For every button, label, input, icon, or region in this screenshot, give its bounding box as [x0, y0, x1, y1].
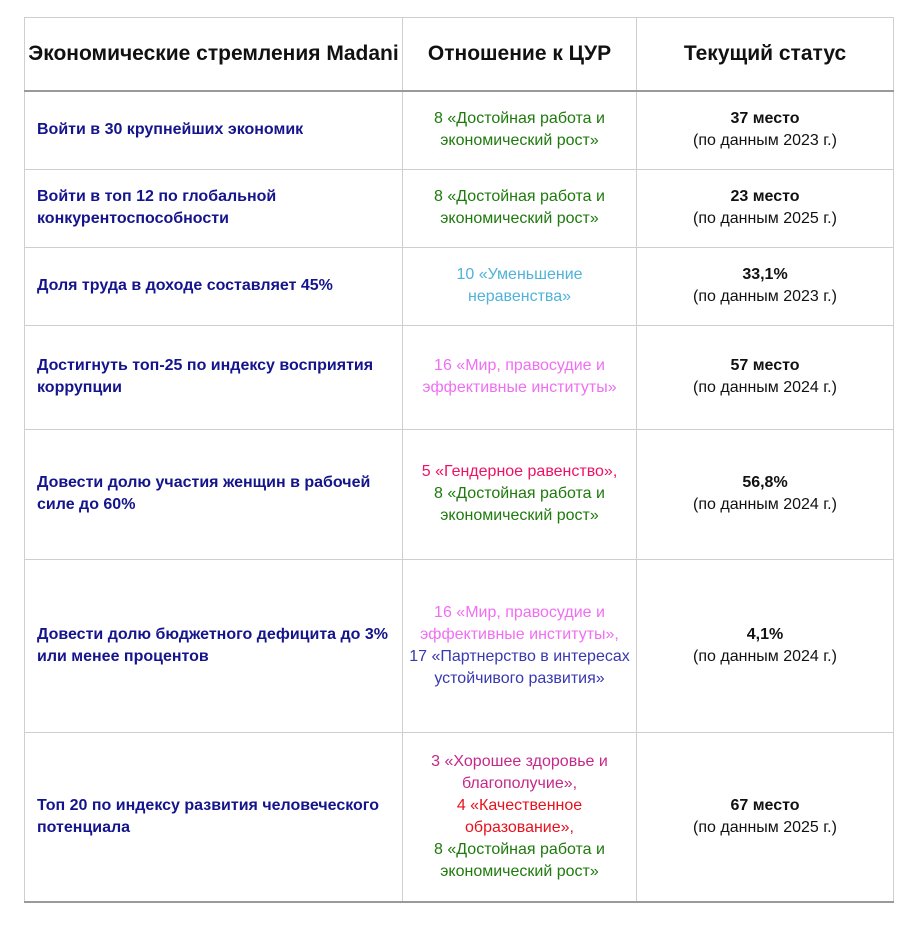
- table-row: [25, 169, 894, 247]
- sdg-cell: [403, 169, 637, 247]
- status-value: 33,1%: [742, 266, 788, 283]
- header-aspirations: Экономические стремления Madani: [25, 18, 403, 92]
- status-note: (по данным 2023 г.): [693, 288, 837, 305]
- status-value: 4,1%: [746, 625, 784, 643]
- goal-cell: Довести долю бюджетного дефицита до 3% или менее процентов: [25, 559, 403, 732]
- table-row: [25, 559, 894, 732]
- goal-cell: Достигнуть топ-25 по индексу восприятия коррупции: [25, 325, 403, 429]
- status-cell: [637, 732, 894, 902]
- sdg-goal-text: 4 «Качественное образование»,: [456, 796, 583, 836]
- sdg-cell: [403, 559, 637, 732]
- goal-cell: Топ 20 по индексу развития человеческого потенциала: [25, 732, 403, 902]
- table-row: [25, 732, 894, 902]
- table-row: [25, 429, 894, 559]
- status-value: 56,8%: [742, 474, 788, 491]
- goal-cell: Доля труда в доходе составляет 45%: [25, 247, 403, 325]
- status-value: 57 место: [730, 357, 800, 374]
- status-value: 37 место: [730, 110, 800, 128]
- sdg-goal-text: 8 «Достойная работа и экономический рост»: [434, 485, 605, 524]
- status-note: (по данным 2025 г.): [693, 818, 837, 836]
- table-row: [25, 247, 894, 325]
- status-cell: [637, 559, 894, 732]
- status-cell: [637, 325, 894, 429]
- sdg-goal-text: 17 «Партнерство в интересах устойчивого развития»: [409, 647, 630, 687]
- madani-goals-table: [24, 17, 894, 903]
- table-row: [25, 325, 894, 429]
- status-cell: [637, 247, 894, 325]
- header-current-status: Текущий статус: [637, 18, 894, 92]
- status-value: 23 место: [730, 188, 800, 205]
- header-row: [25, 18, 894, 92]
- sdg-goal-text: 10 «Уменьшение неравенства»: [456, 266, 583, 305]
- goal-cell: Войти в 30 крупнейших экономик: [25, 91, 403, 169]
- sdg-goal-text: 16 «Мир, правосудие и эффективные институты»,: [420, 603, 619, 643]
- status-value: 67 место: [730, 796, 800, 814]
- sdg-cell: [403, 429, 637, 559]
- status-note: (по данным 2023 г.): [693, 132, 837, 150]
- goal-cell: Войти в топ 12 по глобальной конкурентоспособности: [25, 169, 403, 247]
- status-cell: [637, 91, 894, 169]
- sdg-cell: [403, 732, 637, 902]
- sdg-goal-text: 16 «Мир, правосудие и эффективные институты»: [422, 357, 617, 396]
- goal-cell: Довести долю участия женщин в рабочей силе до 60%: [25, 429, 403, 559]
- sdg-cell: [403, 325, 637, 429]
- sdg-goal-text: 3 «Хорошее здоровье и благополучие»,: [431, 752, 608, 792]
- sdg-cell: [403, 91, 637, 169]
- sdg-cell: [403, 247, 637, 325]
- status-note: (по данным 2024 г.): [693, 379, 837, 396]
- status-cell: [637, 429, 894, 559]
- status-note: (по данным 2025 г.): [693, 210, 837, 227]
- status-note: (по данным 2024 г.): [693, 647, 837, 665]
- sdg-goal-text: 8 «Достойная работа и экономический рост»: [434, 188, 605, 227]
- status-note: (по данным 2024 г.): [693, 496, 837, 513]
- sdg-goal-text: 8 «Достойная работа и экономический рост»: [434, 840, 605, 880]
- sdg-goal-text: 8 «Достойная работа и экономический рост»: [434, 110, 605, 150]
- sdg-goal-text: 5 «Гендерное равенство»,: [421, 463, 618, 480]
- status-cell: [637, 169, 894, 247]
- header-sdg-relation: Отношение к ЦУР: [403, 18, 637, 92]
- table-row: [25, 91, 894, 169]
